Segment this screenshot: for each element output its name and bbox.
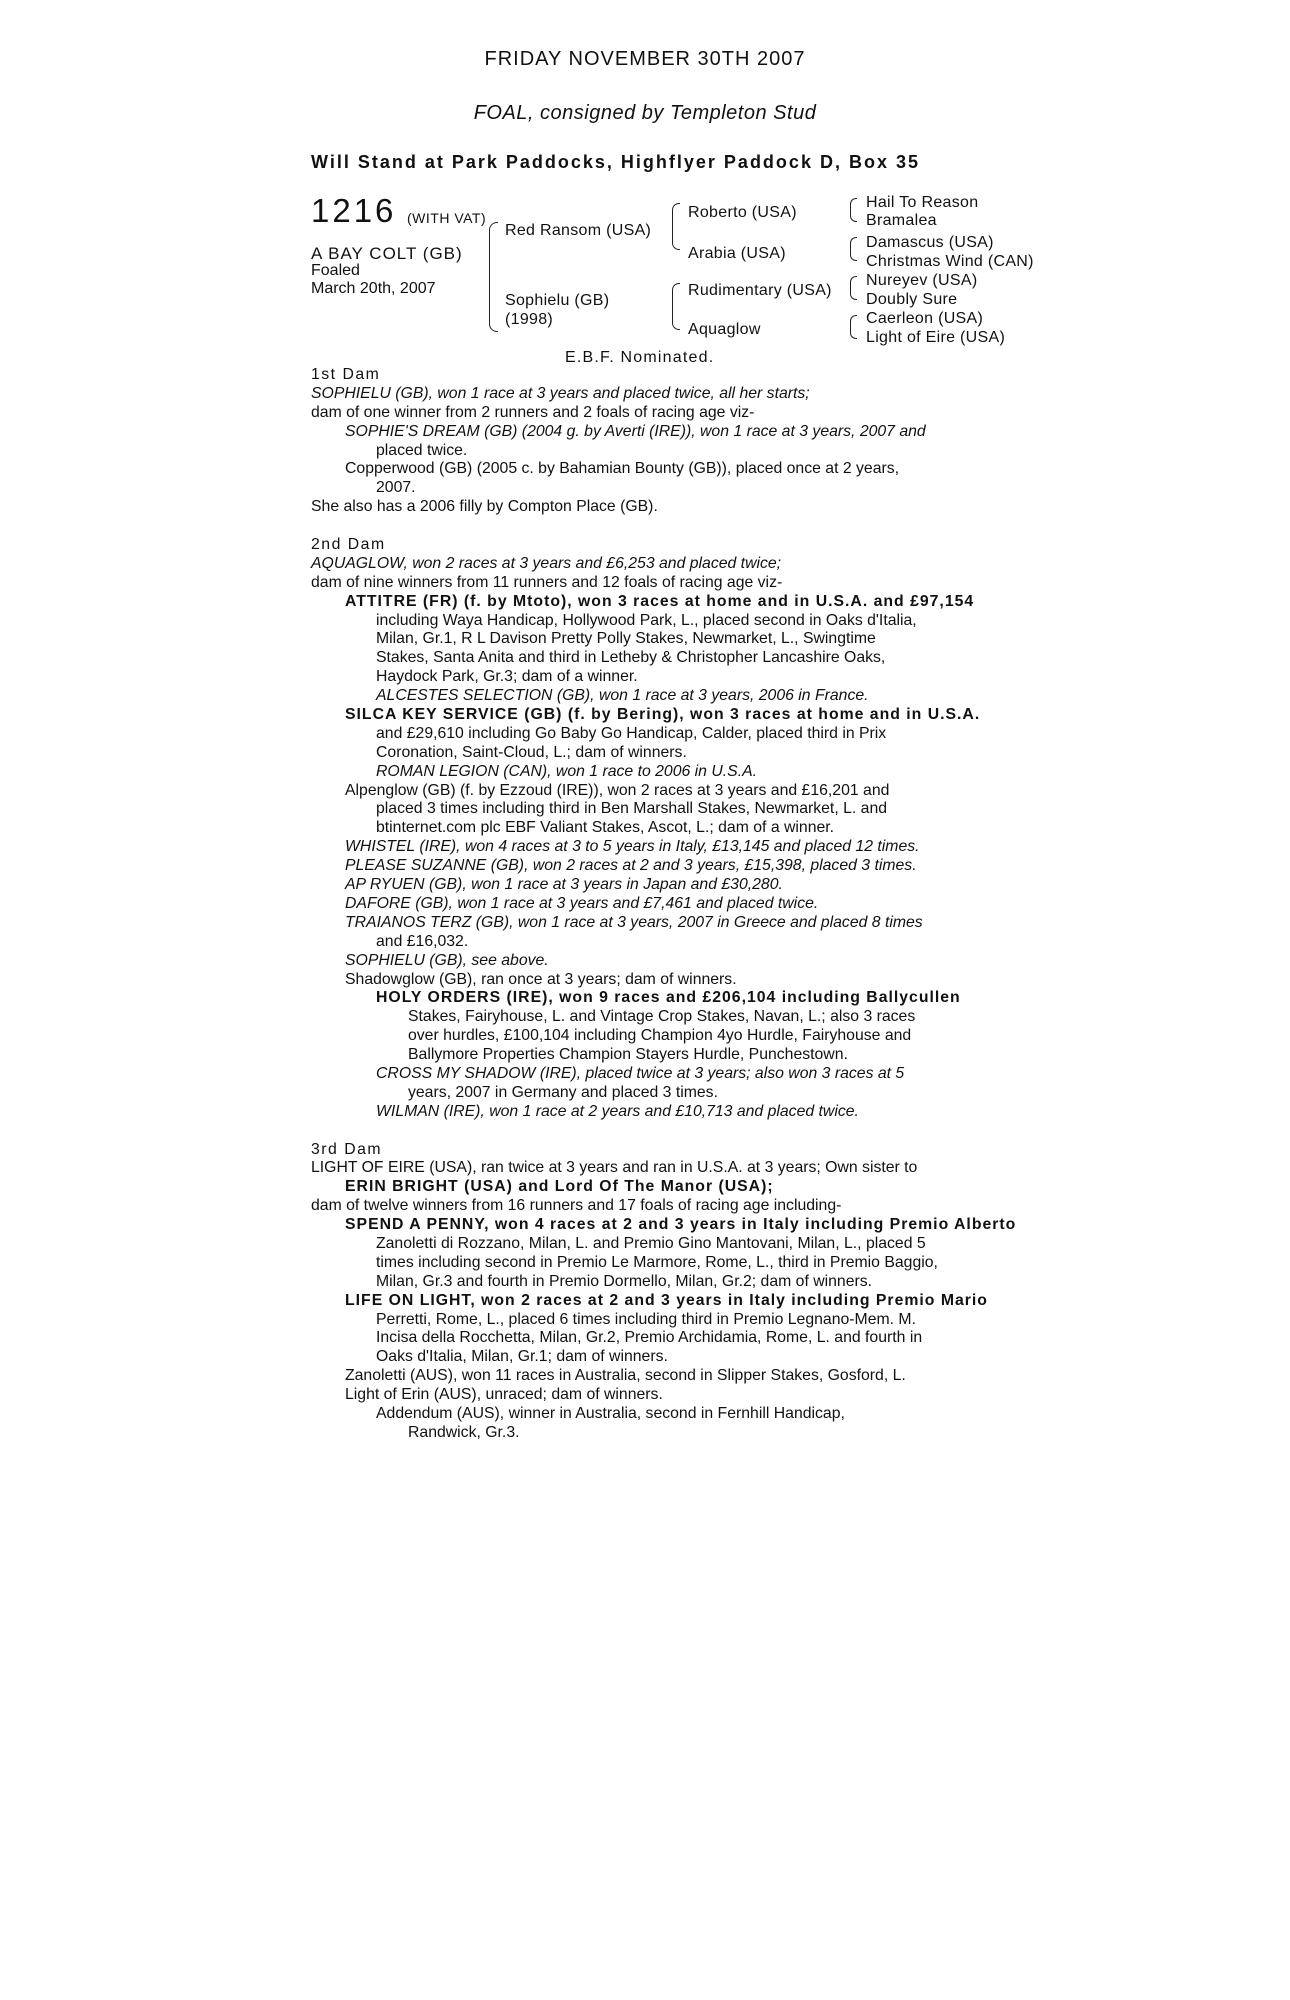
foaled-date: March 20th, 2007	[311, 280, 436, 297]
dam2-line: Stakes, Santa Anita and third in Letheby & Christopher Lancashire Oaks,	[376, 649, 886, 667]
spacer	[311, 1122, 983, 1141]
dam2-line: Alpenglow (GB) (f. by Ezzoud (IRE)), won 2 races at 3 years and £16,201 and	[345, 781, 890, 799]
dam1-line: dam of one winner from 2 runners and 2 foals of racing age viz-	[311, 403, 755, 421]
vat-note: (WITH VAT)	[407, 210, 487, 226]
dam3-line: LIGHT OF EIRE (USA), ran twice at 3 years and ran in U.S.A. at 3 years; Own sister to	[311, 1159, 918, 1177]
dam1-line: She also has a 2006 filly by Compton Place (GB).	[311, 498, 658, 516]
dam2-line: including Waya Handicap, Hollywood Park, L., placed second in Oaks d'Italia,	[376, 611, 917, 629]
dam1-line: SOPHIE'S DREAM (GB) (2004 g. by Averti (IRE)), won 1 race at 3 years, 2007 and	[345, 422, 926, 440]
dam1-line: placed twice.	[376, 441, 468, 459]
horse-description: A BAY COLT (GB)	[311, 244, 463, 263]
pedigree-ggp-4: Christmas Wind (CAN)	[866, 253, 1034, 270]
dam1-line: 2007.	[376, 479, 416, 497]
dam2-line: Coronation, Saint-Cloud, L.; dam of winners.	[376, 743, 687, 761]
dam3-line: ERIN BRIGHT (USA) and Lord Of The Manor (USA);	[345, 1178, 774, 1196]
pedigree-dam-sire: Rudimentary (USA)	[688, 282, 832, 299]
pedigree-sire-dam: Arabia (USA)	[688, 245, 786, 262]
dam1-line: Copperwood (GB) (2005 c. by Bahamian Bounty (GB)), placed once at 2 years,	[345, 460, 900, 478]
dam2-line: Stakes, Fairyhouse, L. and Vintage Crop Stakes, Navan, L.; also 3 races	[408, 1008, 916, 1026]
dam2-line: years, 2007 in Germany and placed 3 times.	[408, 1083, 718, 1101]
dam2-line: and £29,610 including Go Baby Go Handicap, Calder, placed third in Prix	[376, 724, 887, 742]
dam3-line: LIFE ON LIGHT, won 2 races at 2 and 3 years in Italy including Premio Mario	[345, 1291, 988, 1309]
dam3-line: Addendum (AUS), winner in Australia, second in Fernhill Handicap,	[376, 1404, 845, 1422]
pedigree-brace-ggp-3	[850, 276, 857, 300]
pedigree-ggp-2: Bramalea	[866, 212, 937, 229]
produce-record	[311, 366, 1017, 1443]
stand-location: Will Stand at Park Paddocks, Highflyer Paddock D, Box 35	[311, 152, 920, 172]
dam3-line: dam of twelve winners from 16 runners and 17 foals of racing age including-	[311, 1197, 842, 1215]
pedigree-brace-ggp-2	[850, 237, 857, 261]
dam2-line: PLEASE SUZANNE (GB), won 2 races at 2 and 3 years, £15,398, placed 3 times.	[345, 857, 917, 875]
section-heading-1st-dam: 1st Dam	[311, 366, 381, 383]
foaled-label: Foaled	[311, 262, 360, 279]
dam3-line: Zanoletti di Rozzano, Milan, L. and Premio Gino Mantovani, Milan, L., placed 5	[376, 1234, 926, 1252]
dam3-line: Randwick, Gr.3.	[408, 1423, 520, 1441]
dam2-line: AQUAGLOW, won 2 races at 3 years and £6,253 and placed twice;	[311, 554, 782, 572]
dam2-line: Shadowglow (GB), ran once at 3 years; dam of winners.	[345, 970, 737, 988]
dam2-line: TRAIANOS TERZ (GB), won 1 race at 3 years, 2007 in Greece and placed 8 times	[345, 913, 923, 931]
pedigree-dam-dam: Aquaglow	[688, 321, 761, 338]
pedigree-ggp-7: Caerleon (USA)	[866, 310, 984, 327]
dam2-line: and £16,032.	[376, 932, 469, 950]
dam3-line: SPEND A PENNY, won 4 races at 2 and 3 years in Italy including Premio Alberto	[345, 1216, 1017, 1234]
dam2-line: ALCESTES SELECTION (GB), won 1 race at 3 years, 2006 in France.	[376, 687, 869, 705]
pedigree-brace-ggp-4	[850, 315, 857, 339]
lot-number: 1216	[311, 192, 397, 229]
dam2-line: Milan, Gr.1, R L Davison Pretty Polly Stakes, Newmarket, L., Swingtime	[376, 630, 876, 648]
dam2-line: dam of nine winners from 11 runners and 12 foals of racing age viz-	[311, 573, 783, 591]
pedigree-ggp-1: Hail To Reason	[866, 194, 979, 211]
section-heading-2nd-dam: 2nd Dam	[311, 536, 386, 554]
dam3-line: times including second in Premio Le Marmore, Rome, L., third in Premio Baggio,	[376, 1253, 938, 1271]
dam2-line: DAFORE (GB), won 1 race at 3 years and £7,461 and placed twice.	[345, 894, 819, 912]
pedigree-brace-sire-dam	[489, 222, 498, 332]
consignor-line: FOAL, consigned by Templeton Stud	[473, 102, 817, 124]
dam2-line: placed 3 times including third in Ben Marshall Stakes, Newmarket, L. and	[376, 800, 888, 818]
ebf-note: E.B.F. Nominated.	[565, 349, 715, 366]
pedigree-brace-ggp-1	[850, 198, 857, 222]
dam2-line: Ballymore Properties Champion Stayers Hurdle, Punchestown.	[408, 1046, 848, 1064]
dam1-line: SOPHIELU (GB), won 1 race at 3 years and placed twice, all her starts;	[311, 384, 810, 402]
dam2-line: btinternet.com plc EBF Valiant Stakes, Ascot, L.; dam of a winner.	[376, 819, 835, 837]
dam2-line: WHISTEL (IRE), won 4 races at 3 to 5 years in Italy, £13,145 and placed 12 times.	[345, 838, 920, 856]
pedigree-dam: Sophielu (GB)	[505, 292, 610, 309]
dam3-line: Milan, Gr.3 and fourth in Premio Dormello, Milan, Gr.2; dam of winners.	[376, 1272, 873, 1290]
dam3-line: Zanoletti (AUS), won 11 races in Australia, second in Slipper Stakes, Gosford, L.	[345, 1367, 906, 1385]
dam2-line: SOPHIELU (GB), see above.	[345, 951, 549, 969]
pedigree-brace-dam-parents	[672, 283, 680, 330]
pedigree-ggp-6: Doubly Sure	[866, 291, 958, 308]
dam2-line: WILMAN (IRE), won 1 race at 2 years and £10,713 and placed twice.	[376, 1102, 859, 1120]
section-heading-3rd-dam: 3rd Dam	[311, 1140, 383, 1158]
spacer	[311, 517, 983, 536]
dam2-line: SILCA KEY SERVICE (GB) (f. by Bering), won 3 races at home and in U.S.A.	[345, 706, 981, 724]
pedigree-ggp-8: Light of Eire (USA)	[866, 329, 1006, 346]
dam2-line: Haydock Park, Gr.3; dam of a winner.	[376, 668, 638, 686]
dam2-line: CROSS MY SHADOW (IRE), placed twice at 3 years; also won 3 races at 5	[376, 1064, 905, 1082]
dam3-line: Oaks d'Italia, Milan, Gr.1; dam of winners.	[376, 1348, 668, 1366]
pedigree-brace-sire-parents	[672, 203, 680, 250]
dam2-line: AP RYUEN (GB), won 1 race at 3 years in Japan and £30,280.	[345, 876, 783, 894]
pedigree-ggp-5: Nureyev (USA)	[866, 272, 978, 289]
dam2-line: over hurdles, £100,104 including Champion 4yo Hurdle, Fairyhouse and	[408, 1027, 912, 1045]
dam3-line: Perretti, Rome, L., placed 6 times including third in Premio Legnano-Mem. M.	[376, 1310, 916, 1328]
dam2-line: HOLY ORDERS (IRE), won 9 races and £206,104 including Ballycullen	[376, 989, 961, 1007]
pedigree-dam-year: (1998)	[505, 311, 554, 328]
dam3-line: Light of Erin (AUS), unraced; dam of winners.	[345, 1386, 663, 1404]
pedigree-sire: Red Ransom (USA)	[505, 222, 652, 239]
pedigree-sire-sire: Roberto (USA)	[688, 204, 797, 221]
dam2-line: ROMAN LEGION (CAN), won 1 race to 2006 in U.S.A.	[376, 762, 758, 780]
sale-date: FRIDAY NOVEMBER 30TH 2007	[484, 48, 806, 70]
pedigree-ggp-3: Damascus (USA)	[866, 234, 994, 251]
dam3-line: Incisa della Rocchetta, Milan, Gr.2, Premio Archidamia, Rome, L. and fourth in	[376, 1329, 923, 1347]
dam2-line: ATTITRE (FR) (f. by Mtoto), won 3 races at home and in U.S.A. and £97,154	[345, 592, 975, 610]
